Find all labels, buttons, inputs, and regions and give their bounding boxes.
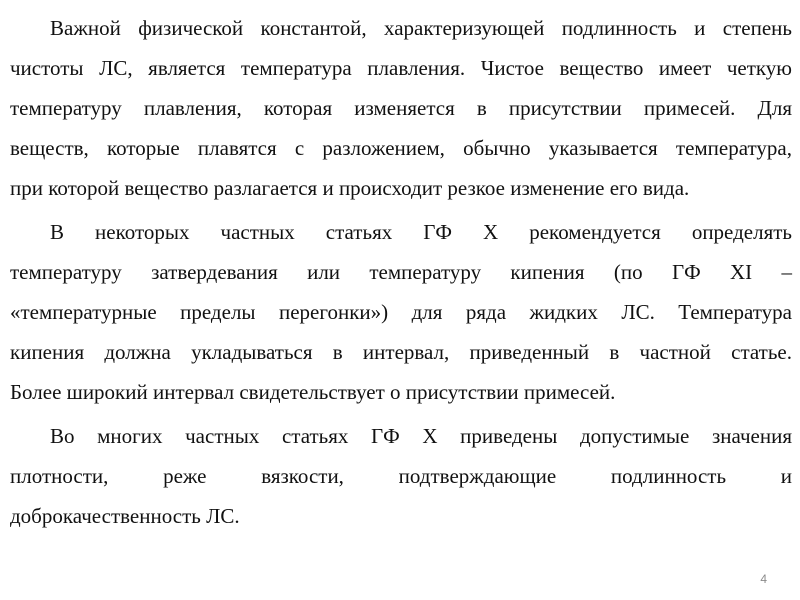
text-line: Важной физической константой, характеризующей подлинность и степень [50,16,792,40]
text-line: доброкачественность ЛС. [10,504,240,528]
text-line: кипения должна укладываться в интервал, приведенный в частной статье. [10,340,792,364]
text-line: Во многих частных статьях ГФ Х приведены допустимые значения [50,424,792,448]
paragraph-melting-point [10,8,792,208]
text-line: плотности, реже вязкости, подтверждающие подлинность и [10,464,792,488]
text-line: В некоторых частных статьях ГФ Х рекомендуется определять [50,220,792,244]
page-number: 4 [760,572,767,586]
paragraph-boiling-point [10,212,792,412]
paragraph-density [10,416,792,536]
text-line: при которой вещество разлагается и происходит резкое изменение его вида. [10,176,690,200]
text-line: температуру плавления, которая изменяется в присутствии примесей. Для [10,96,792,120]
text-line: чистоты ЛС, является температура плавления. Чистое вещество имеет четкую [10,56,792,80]
text-line: веществ, которые плавятся с разложением, обычно указывается температура, [10,136,792,160]
text-line: температуру затвердевания или температуру кипения (по ГФ XI – [10,260,792,284]
body-text [10,8,792,540]
text-line: Более широкий интервал свидетельствует о присутствии примесей. [10,380,616,404]
text-line: «температурные пределы перегонки») для ряда жидких ЛС. Температура [10,300,792,324]
